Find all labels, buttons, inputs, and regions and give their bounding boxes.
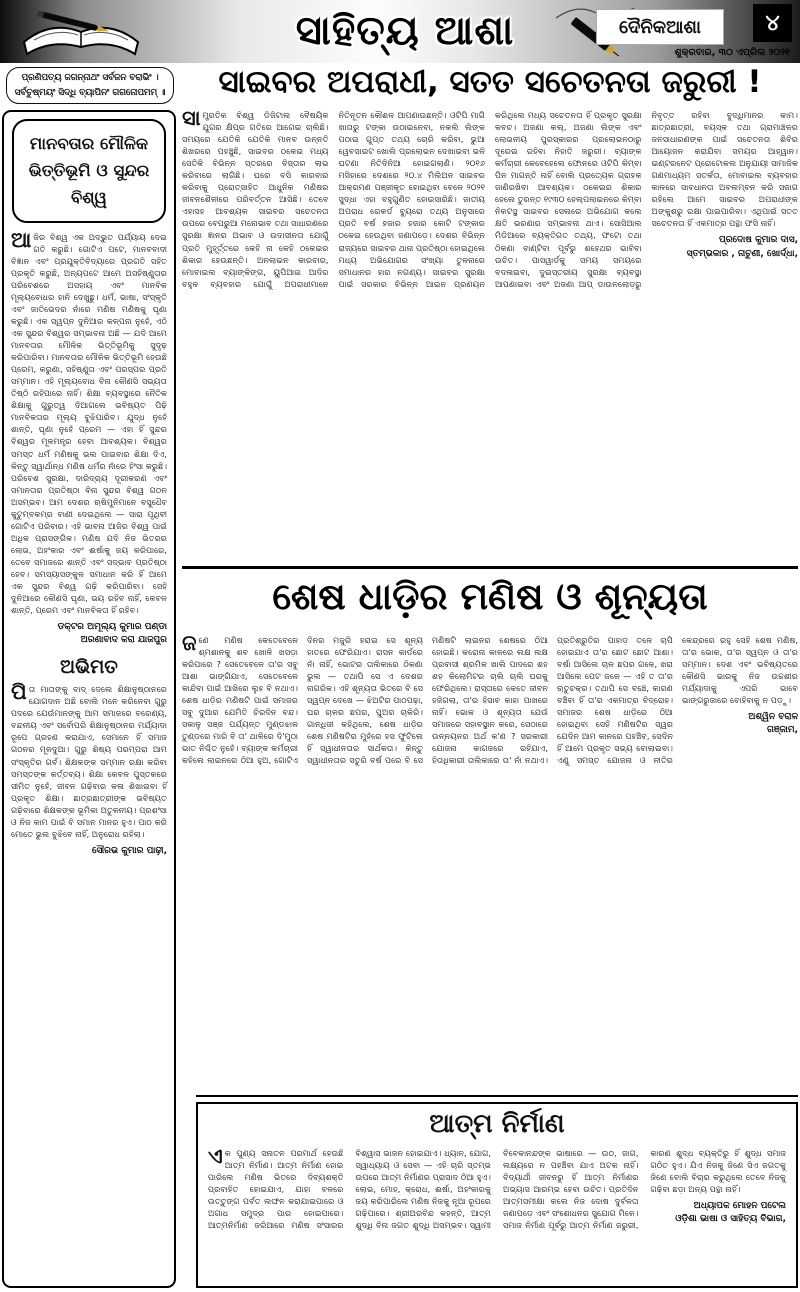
middle-byline-place: ଗଞ୍ଜାମ,	[767, 725, 798, 736]
bottom-divider-rule	[196, 1095, 798, 1097]
opinion-dropcap: ପି	[11, 680, 27, 705]
open-book-pen-icon	[6, 2, 156, 60]
middle-article-body	[182, 634, 798, 767]
lead-article	[182, 109, 798, 561]
middle-byline-name: ଅଶ୍ୱିନ ବରାଳ	[748, 712, 798, 723]
left-article-headline	[12, 119, 166, 223]
left-column-article	[2, 110, 176, 1288]
middle-article-dropcap: ଜ	[182, 634, 197, 655]
section-divider-rule	[182, 566, 798, 569]
bottom-article-text: କ ପୁଣ୍ୟ ସନାତନ ପରମାର୍ଥ ହେଉଛି ଆତ୍ମ ନିର୍ମାଣ। ଆତ୍ମ ନିର୍ମାଣ ହୋଇ ପାରିଲେ ମଣିଷ ଭିତରେ ଦିବ୍ୟଶକ୍ତି ପ୍ରବାହିତ ହୋଇଯାଏ, ଯାହା ବଳରେ ଉତ୍ତୁଙ୍ଗ ପର୍ବତ ଲଙ୍ଘନ କରାଯାଇପାରେ ଓ ଅଗାଧ ସମୁଦ୍ର ପାର ହୋଇପାରେ। ଆତ୍ମନିର୍ମାଣ ଜରିଆରେ ମଣିଷ ସଂସାରର ବିଶ୍ୱାସ ଭାଜନ ହୋଇଯାଏ। ଧ୍ୟାନ, ଯୋଗ, ସ୍ୱାଧ୍ୟାୟ ଓ ସେବା — ଏହି ଚାରି ସ୍ତମ୍ଭ ଉପରେ ଆତ୍ମ ନିର୍ମାଣର ପ୍ରାସାଦ ଠିଆ ହୁଏ। ଲୋଭ, ମୋହ, କ୍ରୋଧ, ଈର୍ଷା, ଅହଂକାରକୁ ଜୟ କରିପାରିଲେ ମଣିଷ ନିଜକୁ ନୂଆ ରୂପରେ ଗଢ଼ିପାରେ। ଶ୍ରୀଅରବିନ୍ଦ କହନ୍ତି, ଆତ୍ମ ଶୁଦ୍ଧି ବିନା ଜଗତ ଶୁଦ୍ଧି ଅସମ୍ଭବ। ସ୍ୱାମୀ ବିବେକାନନ୍ଦଙ୍କ ଭାଷାରେ — ଉଠ, ଜାଗ, ଲକ୍ଷ୍ୟରେ ନ ପହଞ୍ଚିବା ଯାଏ ଅଟକ ନାହିଁ। ବିଦ୍ୟାର୍ଥୀ ଜୀବନରୁ ହିଁ ଆତ୍ମ ନିର୍ମାଣର ଅଭ୍ୟାସ ଆରମ୍ଭ ହେବା ଉଚିତ। ପ୍ରତିଦିନ ଆତ୍ମସମୀକ୍ଷା କଲେ ନିଜ ଦୋଷ ଦୁର୍ବଳତା ଜଣାପଡ଼େ ଏବଂ ସଂଶୋଧନର ସୁଯୋଗ ମିଳେ। ସମାଜ ନିର୍ମାଣ ପୂର୍ବରୁ ଆତ୍ମ ନିର୍ମାଣ ଜରୁରୀ, କାରଣ ଶୁଦ୍ଧ ବ୍ୟକ୍ତିରୁ ହିଁ ଶୁଦ୍ଧ ସମାଜ ଗଠିତ ହୁଏ। ଯିଏ ନିଜକୁ ଜିଣେ ସିଏ ଜଗତକୁ ଜିଣେ ବୋଲି ବିଚାର କରୁଥିଲେ ତେବେ ନିଜକୁ ଗଢ଼ିବା ଛଡ଼ା ଅନ୍ୟ ପନ୍ଥା ନାହିଁ।	[208, 1148, 786, 1231]
lead-byline-name: ପ୍ରଦୋଷ କୁମାର ଦାସ,	[718, 235, 798, 246]
middle-article-text: ଣେ ମଣିଷ କେତେବେଳେ ଶ୍ମଶାନକୁ ଶବ ଖୋଳି ଖସଡ଼ା କରିପାରେ ? ସେତେବେଳେ ତା'ର ସବୁ ଆଶା ଭାଙ୍ଗିଯାଏ, ସେତେବେଳେ କାନ୍ଦିବା ପାଇଁ ଆଖିରେ ଲୁହ ବି ନଥାଏ। ଶେଷ ଧାଡ଼ିର ମଣିଷଟି ପାଇଁ ସମାଜର ସବୁ ଦୁଆର ଯେମିତି ଚିରଦିନ ବନ୍ଦ। ସକାଳୁ ସଞ୍ଜ ପର୍ଯ୍ୟନ୍ତ ମୁଣ୍ଡଝାଳ ତୁଣ୍ଡରେ ମାରି ବି ତା' ଥାଳିରେ ଦି'ମୁଠା ଭାତ ନିଶ୍ଚିତ ନୁହେଁ। ବ୍ୟାଙ୍କ କର୍ମଚାରୀ କହିଲେ ଲାଇନରେ ଠିଆ ହୁଅ, ଗୋଟିଏ ଦିନର ମଜୁରି ହରାଇ ସେ ଶୂନ୍ୟ ହାତରେ ଫେରିଯାଏ। ରାସନ କାର୍ଡରେ ନାଁ ନାହିଁ, ଭୋଟର ତାଲିକାରେ ଠିକଣା ଭୁଲ — ତଥାପି ସେ ଏ ଦେଶର ନାଗରିକ। ଏହି ଶୂନ୍ୟତା ଭିତରେ ବି ସେ ସ୍ୱପ୍ନ ଦେଖେ — ଝିଅଟିର ପାଠପଢ଼ା, ଘର ଚାଳର ଛପର, ପୁଅର ଚାକିରି। ଗାନ୍ଧିଜୀ କହିଥିଲେ, ଶେଷ ଧାଡ଼ିର ଶେଷ ମଣିଷଟିର ମୁହଁରେ ହସ ଫୁଟିଲେ ହିଁ ସ୍ୱାଧୀନତାର ସାର୍ଥକତା। କିନ୍ତୁ ସ୍ୱାଧୀନତାର ସତୁରି ବର୍ଷ ପରେ ବି ସେ ମଣିଷଟି ଲାଇନର ଶେଷରେ ଠିଆ ହୋଇଛି। କରୋନା କାଳରେ ଲକ୍ଷ ଲକ୍ଷ ପ୍ରବାସୀ ଶ୍ରମିକ ଖାଲି ପାଦରେ ଶହ ଶହ କିଲୋମିଟର ଚାଲି ଚାଲି ଘରକୁ ଫେରିଥିଲେ। ରାସ୍ତାରେ କେତେ ଜୀବନ ହଜିଗଲା, ତା'ର ହିସାବ କାହା ପାଖରେ ନାହିଁ। ଭୋକ ଓ ଶୂନ୍ୟତା ଯେଉଁ ସମାଜରେ ସହାବସ୍ଥାନ କରେ, ସେଠାରେ ଉନ୍ନୟନର ଅର୍ଥ କ'ଣ ? ସରକାରୀ ଯୋଜନା କାଗଜରେ ରହିଯାଏ, ହିତାଧିକାରୀ ତାଲିକାରେ ତା' ନାଁ ନଥାଏ। ପ୍ରତିଶ୍ରୁତିର ପାହାଡ଼ ତଳେ ଚାପି ହୋଇଯାଏ ତା'ର ଛୋଟ ଛୋଟ ଆଶା। ବର୍ଷା ଆସିଲେ ଚାଳ ଛପର ଗଳେ, ଖରା ଆସିଲେ ପେଟ ଜଳେ — ଏହି ତ ତା'ର ଋତୁଚକ୍ର। ତଥାପି ସେ ବଞ୍ଚେ, କାରଣ ବଞ୍ଚିବା ହିଁ ତା'ର ଏକମାତ୍ର ବିଦ୍ରୋହ। ସମାଜର ଶେଷ ଧାଡ଼ିରେ ଠିଆ ହୋଇଥିବା ସେହି ମଣିଷଟିର ସ୍ୱର ଯେଦିନ ଆମ କାନରେ ପହଞ୍ଚିବ, ସେଦିନ ହିଁ ଆମେ ପ୍ରକୃତ ସଭ୍ୟ ବୋଲାଇବା। ଏଣୁ ସମସ୍ତ ଯୋଜନା ଓ ନୀତିର କେନ୍ଦ୍ରରେ ରହୁ ସେହି ଶେଷ ମଣିଷ, ତା'ର ଭୋକ, ତା'ର ସ୍ୱପ୍ନ ଓ ତା'ର ସମ୍ମାନ। ଦେଶ ଏବଂ ଭବିଷ୍ୟତରେ କୌଣସି ଭାରକୁ ନିଜ ଉଚ୍ଚଶୀର ମର୍ଯ୍ୟାଦାକୁ ଏପରି ଭାବେ ଭାଙ୍ଗରୁଜାରେ ବୋହିବାକୁ ନ ପଡ଼ୁ।	[182, 635, 798, 766]
lead-article-dropcap: ସା	[182, 109, 201, 130]
left-article-dropcap: ଆ	[11, 227, 32, 252]
bottom-article-body	[208, 1144, 786, 1231]
page-number: ୪	[753, 4, 792, 42]
middle-article-headline: ଶେଷ ଧାଡ଼ିର ମଣିଷ ଓ ଶୂନ୍ୟତା	[272, 575, 708, 618]
lead-article-body	[182, 109, 798, 290]
left-article-body	[11, 227, 167, 648]
bottom-article-box	[196, 1102, 798, 1288]
date-line: ଶୁକ୍ରବାର, ୩୦ ଏପ୍ରିଲ ୨୦୨୧	[674, 47, 790, 58]
middle-article	[182, 634, 798, 1072]
opinion-byline-name: ସୌରଭ କୁମାର ପାଢ଼ୀ,	[91, 845, 167, 856]
left-article-text: ଜିର ବିଶ୍ୱ ଏକ ଅଦ୍ଭୁତ ପର୍ଯ୍ୟାୟ ଦେଇ ଗତି କରୁଛି। ଗୋଟିଏ ପଟେ, ମାନବବାଦୀ ବିଜ୍ଞାନ ଏବଂ ପ୍ରଯୁକ୍ତିବିଦ୍ୟାରେ ପ୍ରଗତି ସହିତ ପ୍ରକୃତି କରୁଛି, ଅନ୍ୟପଟେ ଆମେ ଅସହିଷ୍ଣୁତାର ପରିବେଶରେ ଅସହାୟ ଏବଂ ମାନବିକ ମୂଲ୍ୟବୋଧର ହାନି ଦେଖୁଛୁ। ଧର୍ମ, ଭାଷା, ସଂସ୍କୃତି ଏବଂ ଜାତିଭେଦର ନାଁରେ ମଣିଷ ମଣିଷକୁ ଘୃଣା କରୁଛି। ଏକ ସ୍ୱପ୍ନ ଦୁନିଆର କଳ୍ପନା ନୁହେଁ, ଏଠି ଏକ ସୁନ୍ଦର ବିଶ୍ୱର ସମ୍ଭାବନା ଅଛି — ଯଦି ଆମେ ମାନବତାର ମୌଳିକ ଭିତ୍ତିଭୂମିକୁ ସୁଦୃଢ଼ କରିପାରିବା। ମାନବତାର ମୌଳିକ ଭିତ୍ତିଭୂମି ହେଉଛି ପ୍ରେମ, କରୁଣା, ସହିଷ୍ଣୁତା ଏବଂ ପରସ୍ପର ପ୍ରତି ସମ୍ମାନ। ଏହି ମୂଲ୍ୟବୋଧ ବିନା କୌଣସି ସଭ୍ୟତା ତିଷ୍ଠି ରହିପାରେ ନାହିଁ। ଶିକ୍ଷା ବ୍ୟବସ୍ଥାରେ ନୈତିକ ଶିକ୍ଷାକୁ ଗୁରୁତ୍ୱ ଦିଆଗଲେ ଭବିଷ୍ୟତ ପିଢ଼ି ମାନବିକତାର ମୂଲ୍ୟ ବୁଝିପାରିବ। ଯୁଦ୍ଧ ନୁହେଁ ଶାନ୍ତି, ଘୃଣା ନୁହେଁ ପ୍ରେମ — ଏହା ହିଁ ସୁନ୍ଦର ବିଶ୍ୱର ମୂଳମନ୍ତ୍ର ହେବା ଆବଶ୍ୟକ। ବିଶ୍ୱର ସମସ୍ତ ଧର୍ମ ମଣିଷକୁ ଭଲ ପାଇବାର ଶିକ୍ଷା ଦିଏ, କିନ୍ତୁ ସ୍ୱାର୍ଥାନ୍ଧ ମଣିଷ ଧର୍ମର ନାଁରେ ହିଂସା କରୁଛି। ପରିବେଶ ସୁରକ୍ଷା, ଦାରିଦ୍ର୍ୟ ଦୂରୀକରଣ ଏବଂ ସମାନତାର ପ୍ରତିଷ୍ଠା ବିନା ସୁନ୍ଦର ବିଶ୍ୱ ଗଠନ ଅସମ୍ଭବ। ଆମ ଦେଶର ଋଷିମୁନିମାନେ ବସୁଧୈବ କୁଟୁମ୍ବକମ୍‌ର ବାଣୀ ଦେଇଥିଲେ — ସାରା ପୃଥିବୀ ଗୋଟିଏ ପରିବାର। ଏହି ଭାବନା ଆଜିର ବିଶ୍ୱ ପାଇଁ ଅଧିକ ପ୍ରାସଙ୍ଗିକ। ମଣିଷ ଯଦି ନିଜ ଭିତରର ଲୋଭ, ଅହଂକାର ଏବଂ ଈର୍ଷାକୁ ଜୟ କରିପାରେ, ତେବେ ସମାଜରେ ଶାନ୍ତି ଏବଂ ସଦ୍ଭାବ ପ୍ରତିଷ୍ଠା ହେବ। ସମସ୍ୟାସଙ୍କୁଳ ସମାଧାନ କରି ହିଁ ଆମେ ଏକ ସୁନ୍ଦର ବିଶ୍ୱ ଗଢ଼ି କରିପାରିବା। ସେହି ଦୁନିଆରେ କୌଣସି ଘୃଣା, ଭୟ ରହିବ ନାହିଁ, କେବଳ ଶାନ୍ତି, ପ୍ରେମ ଏବଂ ମାନବିକତା ହିଁ ରହିବ।	[11, 231, 167, 616]
lead-headline: ସାଇବର ଅପରାଧୀ, ସତତ ସଚେତନତା ଜରୁରୀ !	[218, 64, 762, 100]
page-title: ସାହିତ୍ୟ ଆଶା	[295, 8, 515, 54]
brand-logo: ଦୈନିକଆଶା	[596, 9, 724, 45]
masthead	[0, 0, 800, 63]
bottom-article-dropcap: ଏ	[208, 1144, 223, 1168]
left-article-byline-place: ଅରଣାବାଦ କରା ଯାଜପୁର	[80, 635, 167, 646]
left-headline-line2: ଭିତ୍ତିଭୂମି ଓ ସୁନ୍ଦର ବିଶ୍ୱ	[28, 161, 150, 208]
shloka-line1: ପ୍ରଣିପତ୍ୟ ଜଗନ୍ନାଥଂ ସର୍ବଜନ ବରାଭିଂ ।	[21, 73, 159, 83]
left-article-byline-name: ଡକ୍ଟର ଅମୂଲ୍ୟ କୁମାର ପଣ୍ଡା	[57, 622, 167, 633]
bottom-byline-dept: ଓଡ଼ିଶା ଭାଷା ଓ ସାହିତ୍ୟ ବିଭାଗ,	[675, 1214, 786, 1225]
opinion-text: ତା ମାତାଙ୍କୁ ବାଦ୍ ଦେଲେ ଶିକ୍ଷାନୁଷ୍ଠାନରେ ଯୋଗଦାନ ଅଛି ବୋଲି ମନେ କରିନେବା ଗୁରୁ ପଦରେ ଯେଉଁମାନଙ୍କୁ ଆମ ସମାଜରେ ବରେଣ୍ୟ, ବନ୍ଦନୀୟ ଏବଂ ସର୍ବୋପରି ଶିକ୍ଷାନୁଷ୍ଠାନର ମର୍ଯ୍ୟାଦା ରୂପେ ଗ୍ରହଣ କରାଯାଏ, ସେମାନେ ହିଁ ସମାଜ ଗଠନର ମୂଳଦୁଆ। ଗୁରୁ ଶିଷ୍ୟ ପରମ୍ପରା ଆମ ସଂସ୍କୃତିର ଗର୍ବ। ଶିକ୍ଷକଙ୍କ ସମ୍ମାନ ରକ୍ଷା କରିବା ସମସ୍ତଙ୍କ କର୍ତ୍ତବ୍ୟ। ଶିକ୍ଷା କେବଳ ପୁସ୍ତକରେ ସୀମିତ ନୁହେଁ, ଜୀବନ ଗଢ଼ିବାର କଳା ଶିଖାଇବା ହିଁ ପ୍ରକୃତ ଶିକ୍ଷା। ଛାତ୍ରଛାତ୍ରୀଙ୍କ ଭବିଷ୍ୟତ ଗଢ଼ିବାରେ ଶିକ୍ଷକଙ୍କ ଭୂମିକା ଅତୁଳନୀୟ। ପ୍ରଶଂସା ଓ ନିଜ କାମ ପାଇଁ ବି ସମାନ ମାନର ହୁଏ। ପାଠ କରି ମୋତେ ଭୁଲ ବୁଝିବେ ନାହିଁ, ଅନୁରୋଧ ରହିଲା।	[11, 684, 168, 839]
left-headline-line1: ମାନବତାର ମୌଳିକ	[29, 134, 149, 153]
bottom-article-headline: ଆତ୍ମ ନିର୍ମାଣ	[429, 1109, 565, 1139]
lead-article-text: ମ୍ପ୍ରତିକ ବିଶ୍ୱ ଡିଜିଟାଲ ବୈଷୟିକ ଯୁଗର କ୍ଷିପ୍ର ଗତିରେ ଆଗେଇ ଚାଲିଛି। ସମୟରେ ଯେତିକି ଯେତିକି ମାନବ ଉନ୍ନତି ଶିଖରରେ ପହଞ୍ଚୁଛି, ସାଇବର ଠକେଇ ମଧ୍ୟ ସେତିକି ବିଭିନ୍ନ ସ୍ତରରେ ବିସ୍ତାର ଲାଭ କରିବାରେ ଲାଗିଛି। ଘରେ ବସି କାରବାର କରିବାକୁ ପ୍ରୋତ୍ସାହିତ ଆଧୁନିକ ମଣିଷର ଜୀବନଶୈଳୀରେ ପରିବର୍ତ୍ତନ ଆସିଛି। ତେବେ ଏହାସହ ଆବଶ୍ୟକ ସାଇବର ସଚେତନତା ଉପରେ ବେପରୁଆ ମନୋଭାବ ତଥା ସାଧାରଣରେ ସୁରକ୍ଷା ଜ୍ଞାନର ଅଭାବ ଓ ଉଦାସୀନତା ଯୋଗୁଁ ପ୍ରତି ମୁହୂର୍ତ୍ତରେ କେହି ନା କେହି ଠକେଇର ଶିକାର ହେଉଛନ୍ତି। ଅନଲାଇନ କାରବାର, ମୋବାଇଲ ବ୍ୟାଙ୍କିଙ୍ଗ, ୟୁପିଆଇ ଆଦିର ବହୁଳ ବ୍ୟବହାର ଯୋଗୁଁ ଅପରାଧୀମାନେ ନିତିନୂତନ କୌଶଳ ଆପଣାଉଛନ୍ତି। ଓଟିପି ମାଗି ଖାତାରୁ ଟଙ୍କା ଉଠାଇନେବା, ନକଲି ଲିଙ୍କ ପଠାଇ ଗୁପ୍ତ ତଥ୍ୟ ଚୋରି କରିବା, ଭୁଆ ୱେବସାଇଟ ଖୋଲି ପ୍ରଲୋଭନ ଦେଖାଇବା ଭଳି ଘଟଣା ନିତିଦିନିଆ ହୋଇଗଲାଣି। ୨୦୧୬ ମସିହାରେ ଦେଶରେ ୨୦.୪ ମିଲିଅନ ସାଇବର ଆକ୍ରମଣ ପଞ୍ଜୀକୃତ ହୋଇଥିବା ବେଳେ ୨୦୨୧ ସୁଦ୍ଧା ଏହା ବହୁଗୁଣିତ ହୋଇସାରିଛି। ଜାତୀୟ ଅପରାଧ ରେକର୍ଡ ବ୍ୟୁରୋ ତଥ୍ୟ ଅନୁସାରେ ପ୍ରତି ବର୍ଷ ହଜାର ହଜାର କୋଟି ଟଙ୍କାର ଠକେଇ ହେଉଥିବା ଜଣାପଡ଼େ। ଦେଶର ବିଭିନ୍ନ ରାଜ୍ୟରେ ସାଇବର ଥାନା ପ୍ରତିଷ୍ଠା ହୋଇଥିଲେ ମଧ୍ୟ ଅଭିଯୋଗର ସଂଖ୍ୟା ତୁଳନାରେ ସମାଧାନର ହାର ନଗଣ୍ୟ। ସାଇବର ସୁରକ୍ଷା ପାଇଁ ସରକାର ବିଭିନ୍ନ ଆଇନ ପ୍ରଣୟନ କରିଥିଲେ ମଧ୍ୟ ସଚେତନତା ହିଁ ପ୍ରକୃତ ସୁରକ୍ଷା କବଚ। ଅଜଣା କଲ୍, ଅଜଣା ଲିଙ୍କ ଏବଂ ଲୋଭନୀୟ ପୁରସ୍କାରର ପ୍ରଲୋଭନଠାରୁ ଦୂରେଇ ରହିବା ନିହାତି ଜରୁରୀ। ବ୍ୟାଙ୍କ କର୍ମଚାରୀ କେବେହେଲେ ଫୋନରେ ଓଟିପି କିମ୍ବା ପିନ ମାଗନ୍ତି ନାହିଁ ବୋଲି ପ୍ରତ୍ୟେକ ଗ୍ରାହକ ଜାଣିରଖିବା ଆବଶ୍ୟକ। ଠକେଇର ଶିକାର ହେଲେ ତୁରନ୍ତ ୧୯୩୦ ହେଲ୍ପଲାଇନରେ କିମ୍ବା ନିକଟସ୍ଥ ସାଇବର ସେଲରେ ଅଭିଯୋଗ କଲେ କ୍ଷତି ଭରଣାର ସମ୍ଭାବନା ଥାଏ। ସୋସିଆଲ ମିଡିଆରେ ବ୍ୟକ୍ତିଗତ ତଥ୍ୟ, ଫଟୋ ତଥା ଠିକଣା ବାଣ୍ଟିବା ପୂର୍ବରୁ ଶହେଥର ଭାବିବା ଉଚିତ। ପାସୱାର୍ଡକୁ ସମୟ ସମୟରେ ବଦଳାଇବା, ଦୁଇସ୍ତରୀୟ ସୁରକ୍ଷା ବ୍ୟବସ୍ଥା ଆପଣାଇବା ଏବଂ ଅଜଣା ଆପ୍ ଡାଉନଲୋଡ଼ରୁ ନିବୃତ୍ତ ରହିବା ବୁଦ୍ଧିମାନର କାମ। ଛାତ୍ରଛାତ୍ରୀ, ବୟସ୍କ ତଥା ଗ୍ରାମାଞ୍ଚଳର ଜନସାଧାରଣଙ୍କ ପାଇଁ ସଚେତନତା ଶିବିର ଆୟୋଜନ କରାଯିବା ସମୟର ଆହ୍ୱାନ। ଇଣ୍ଟରନେଟ ପ୍ରୋଟୋକଲ ଅନୁଯାୟୀ ସାମାଜିକ ଗଣମାଧ୍ୟମ ସତର୍କତା, ମୋବାଇଲ ବ୍ୟବହାର କାଳରେ ସାବଧାନତା ଅବଲମ୍ବନ କରି ସଜାଗ ରହିଲେ ଆମେ ସାଇବର ଅପରାଧୀଙ୍କ ଅଙ୍କୁଶରୁ ରକ୍ଷା ପାଇପାରିବା। ଏଥିପାଇଁ ସତତ ସଚେତନତା ହିଁ ଏକମାତ୍ର ପନ୍ଥା ଫସି ନାହିଁ।	[182, 110, 798, 289]
opinion-body	[11, 680, 168, 858]
bottom-byline-name: ଅଧ୍ୟାପକ ମୋହନ ପଟେଲ	[693, 1201, 786, 1212]
shloka-line2: ସର୍ବଚୁଷ୍ମୟଂ ସିଦ୍ଧି ବ୍ୟାପିନଂ ଗଗନୋପମମ୍ ॥	[14, 87, 166, 98]
opinion-section-heading: ଅଭିମତ	[60, 656, 118, 679]
shloka-box	[6, 67, 174, 104]
lead-byline-place: ସ୍ତମ୍ଭକାର , ନାଚୁଣୀ, ଖୋର୍ଦ୍ଧା,	[686, 248, 798, 259]
